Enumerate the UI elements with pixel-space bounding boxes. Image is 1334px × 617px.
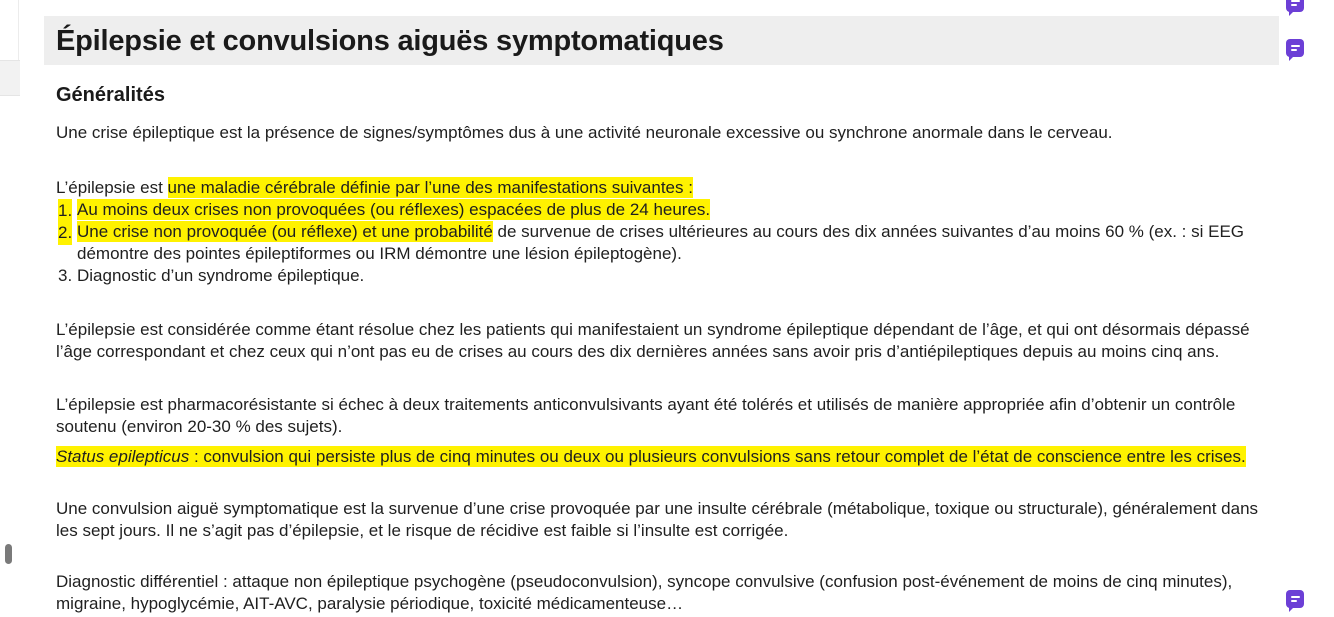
- title-bar: [44, 16, 1279, 65]
- page-title: Épilepsie et convulsions aiguës symptomatiques: [56, 25, 724, 57]
- list-item: [56, 221, 1271, 265]
- highlighted-text: : convulsion qui persiste plus de cinq minutes ou deux ou plusieurs convulsions sans retour complet de l’état de conscience entre les crises.: [189, 447, 1246, 466]
- paragraph-definition-crise: Une crise épileptique est la présence de signes/symptômes dus à une activité neuronale excessive ou synchrone anormale dans le cerveau.: [56, 123, 1113, 142]
- note-comment-icon[interactable]: [1286, 39, 1304, 57]
- highlighted-text: Une crise non provoquée (ou réflexe) et une probabilité: [77, 222, 493, 241]
- paragraph-diagnostic-differentiel: Diagnostic différentiel : attaque non épileptique psychogène (pseudoconvulsion), syncope convulsive (confusion post-événement de moins de cinq minutes), migraine, hypoglycémie, AIT-AVC, paralysie périodique, toxicité médicamenteuse…: [56, 572, 1233, 613]
- highlighted-text: une maladie cérébrale définie par l’une des manifestations suivantes :: [167, 178, 693, 197]
- list-item: [56, 265, 1271, 287]
- paragraph-text: L’épilepsie est: [56, 178, 168, 197]
- list-item-number: 2.: [58, 221, 72, 245]
- scrollbar-handle[interactable]: [5, 544, 12, 564]
- note-comment-icon[interactable]: [1286, 0, 1304, 12]
- left-panel-edge: [0, 0, 19, 60]
- list-item-number: 1.: [58, 199, 72, 223]
- section-heading: Généralités: [56, 84, 165, 106]
- paragraph-definition-epilepsie: [56, 177, 1266, 199]
- list-item-text: de survenue de crises ultérieures au cours des dix années suivantes d’au moins 60 % (ex. : si EEG démontre des pointes épileptiformes ou IRM démontre une lésion épileptogène).: [77, 222, 1245, 263]
- paragraph-status-epilepticus: [56, 446, 1266, 468]
- paragraph-pharmacoresistance: L’épilepsie est pharmacorésistante si échec à deux traitements anticonvulsivants ayant été tolérés et utilisés de manière appropriée afin d’obtenir un contrôle soutenu (environ 20-30 % des sujets).: [56, 395, 1236, 436]
- highlighted-text: Au moins deux crises non provoquées (ou réflexes) espacées de plus de 24 heures.: [77, 200, 711, 219]
- list-item-text: Diagnostic d’un syndrome épileptique.: [77, 266, 365, 285]
- list-item: [56, 199, 1271, 221]
- left-panel-tab[interactable]: [0, 60, 20, 96]
- list-item-number: 3.: [58, 266, 73, 285]
- term-status-epilepticus: Status epilepticus: [56, 447, 190, 466]
- paragraph-epilepsie-resolue: L’épilepsie est considérée comme étant résolue chez les patients qui manifestaient un syndrome épileptique dépendant de l’âge, et qui ont désormais dépassé l’âge correspondant et chez ceux qui n’ont pas eu de crises au cours des dix dernières années sans avoir pris d’antiépileptiques depuis au moins cinq ans.: [56, 320, 1250, 361]
- criteria-list: [56, 199, 1271, 287]
- paragraph-convulsion-aigue: Une convulsion aiguë symptomatique est la survenue d’une crise provoquée par une insulte cérébrale (métabolique, toxique ou structurale), généralement dans les sept jours. Il ne s’agit pas d’épilepsie, et le risque de récidive est faible si l’insulte est corrigée.: [56, 499, 1259, 540]
- note-comment-icon[interactable]: [1286, 590, 1304, 608]
